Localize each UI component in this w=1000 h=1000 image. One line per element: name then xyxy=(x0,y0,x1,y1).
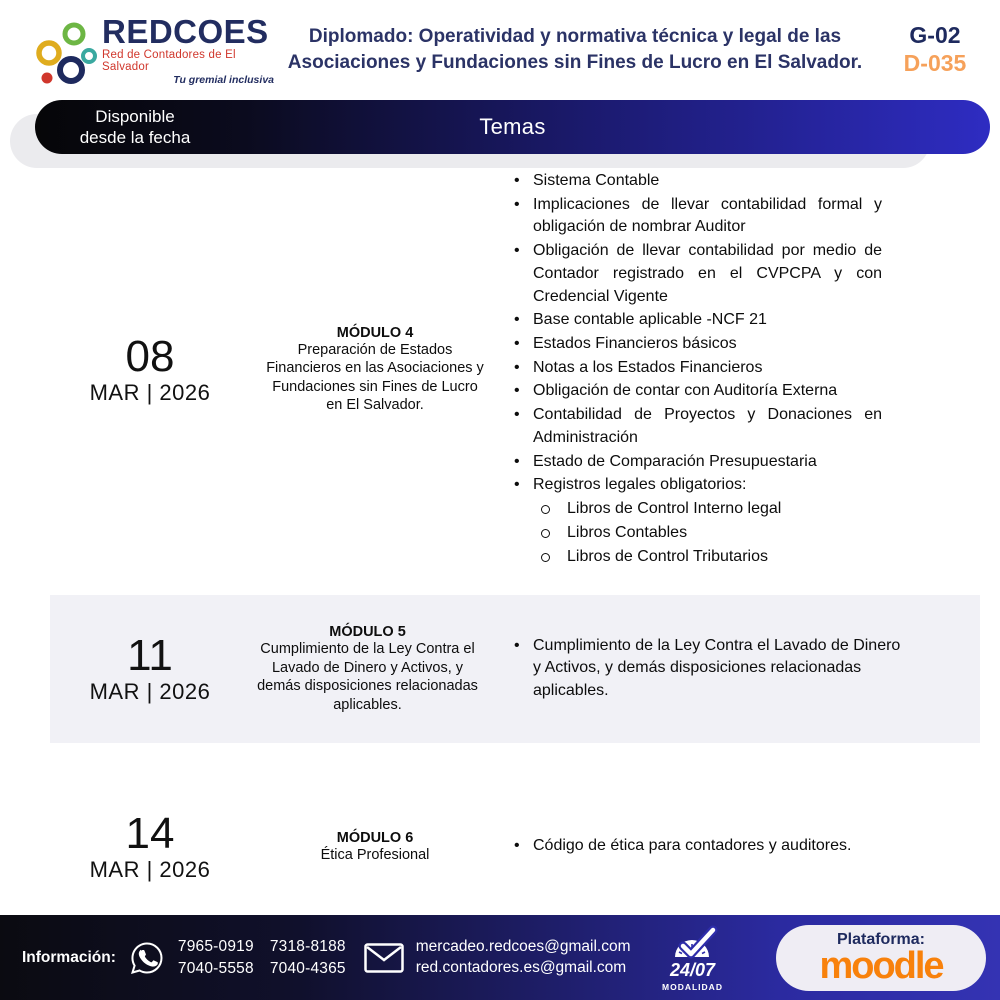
topic-item: • Sistema Contable xyxy=(505,170,882,193)
subtopic-item: Libros de Control Interno legal xyxy=(505,498,882,521)
topic-item: • Notas a los Estados Financieros xyxy=(505,357,882,380)
email-address: mercadeo.redcoes@gmail.com xyxy=(415,937,631,955)
table-header-zone xyxy=(0,100,1000,170)
phone-number: 7040-5558 xyxy=(177,959,254,977)
logo-texts xyxy=(102,12,274,86)
module-date xyxy=(35,811,265,883)
topic-item: • Estado de Comparación Presupuestaria xyxy=(505,451,882,474)
topic-item: • Registros legales obligatorios: xyxy=(505,474,882,497)
footer xyxy=(0,915,1000,1000)
email-address: red.contadores.es@gmail.com xyxy=(415,958,627,976)
subtopic-item: Libros Contables xyxy=(505,522,882,545)
modules xyxy=(0,170,1000,911)
topic-item: • Contabilidad de Proyectos y Donaciones en Administración xyxy=(505,404,882,449)
code-g: G-02 xyxy=(909,22,961,49)
module-day: 11 xyxy=(127,631,173,681)
module-row xyxy=(50,595,980,743)
module-description: Ética Profesional xyxy=(320,846,430,863)
logo-tagline: Tu gremial inclusiva xyxy=(173,73,274,86)
page-title: Diplomado: Operatividad y normativa técnica y legal de las Asociaciones y Fundaciones sin Fines de Lucro en El Salvador. xyxy=(287,26,863,73)
module-row xyxy=(0,170,1000,569)
module-description: Preparación de Estados Financieros en las Asociaciones y Fundaciones sin Fines de Lucro en El Salvador. xyxy=(266,341,484,414)
topic-item: • Obligación de contar con Auditoría Externa xyxy=(505,380,882,403)
code-d: D-035 xyxy=(903,50,967,76)
module-info xyxy=(250,624,485,714)
table-header-bar xyxy=(35,100,990,154)
redcoes-logo xyxy=(36,12,274,86)
logo-name: REDCOES xyxy=(102,12,269,50)
info-label: Información: xyxy=(22,948,116,966)
topic-item: • Cumplimiento de la Ley Contra el Lavado de Dinero y Activos, y demás disposiciones relacionadas aplicables. xyxy=(505,635,910,703)
phone-number: 7040-4365 xyxy=(269,959,346,977)
platform-label: Plataforma: xyxy=(836,930,926,948)
module-topics xyxy=(485,635,980,704)
topic-item: • Base contable aplicable -NCF 21 xyxy=(505,309,882,332)
module-day: 08 xyxy=(125,331,175,381)
course-codes xyxy=(876,22,994,77)
whatsapp-icon xyxy=(128,939,166,977)
logo-circles-icon xyxy=(36,21,98,85)
badge-modalidad: MODALIDAD xyxy=(662,981,723,992)
phone-number: 7318-8188 xyxy=(269,937,346,955)
badge-2407: 24/07 xyxy=(669,960,716,981)
module-info xyxy=(265,830,485,865)
clock-check-icon xyxy=(668,923,718,959)
module-title: MÓDULO 5 xyxy=(329,624,406,641)
topic-item: • Obligación de llevar contabilidad por medio de Contador registrado en el CVPCPA y con Credencial Vigente xyxy=(505,240,882,308)
phone-list xyxy=(178,938,346,978)
topic-item: • Implicaciones de llevar contabilidad formal y obligación de nombrar Auditor xyxy=(505,194,882,239)
column-header-date-line1: Disponible xyxy=(95,106,175,126)
subtopic-item: Libros de Control Tributarios xyxy=(505,546,882,569)
header xyxy=(0,0,1000,100)
module-date xyxy=(35,331,265,406)
module-date-sub: MAR | 2026 xyxy=(89,679,211,705)
module-description: Cumplimiento de la Ley Contra el Lavado de Dinero y Activos, y demás disposiciones relacionadas aplicables. xyxy=(257,641,478,713)
phone-number: 7965-0919 xyxy=(177,937,254,955)
module-title: MÓDULO 6 xyxy=(336,829,414,846)
platform-badge xyxy=(776,925,986,991)
module-topics xyxy=(485,170,1000,569)
module-topics xyxy=(485,835,1000,859)
column-header-topics: Temas xyxy=(479,114,546,139)
module-info xyxy=(265,325,485,415)
module-day: 14 xyxy=(125,809,175,859)
moodle-logo: moodle xyxy=(819,944,943,987)
column-header-date-line2: desde la fecha xyxy=(79,128,191,147)
logo-subtitle: Red de Contadores de El Salvador xyxy=(102,48,236,73)
module-date-sub: MAR | 2026 xyxy=(89,379,211,405)
topic-item: • Código de ética para contadores y auditores. xyxy=(505,835,882,858)
availability-badge xyxy=(645,923,741,992)
topic-item: • Estados Financieros básicos xyxy=(505,333,882,356)
module-title: MÓDULO 4 xyxy=(336,324,414,341)
module-date-sub: MAR | 2026 xyxy=(89,857,211,883)
module-date xyxy=(50,633,250,705)
module-row xyxy=(0,783,1000,911)
email-list xyxy=(416,937,631,979)
envelope-icon xyxy=(364,943,404,973)
